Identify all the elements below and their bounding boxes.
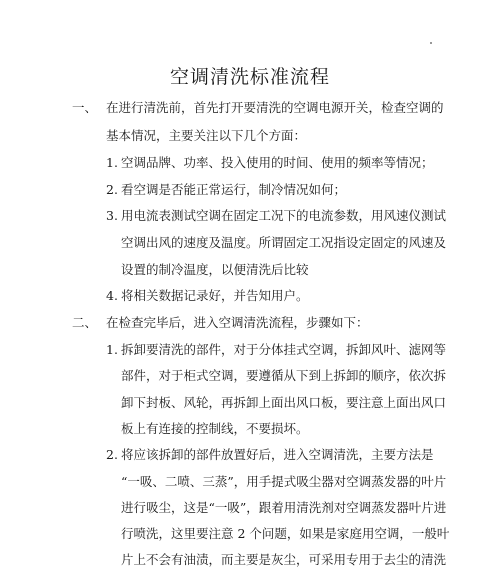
item-number: 1. — [106, 342, 118, 357]
item-number: 4. — [106, 288, 118, 303]
list-item-line: 将应该拆卸的部件放置好后，进入空调清洗，主要方法是 — [121, 447, 434, 462]
item-number: 3. — [106, 208, 118, 223]
list-item-line: 将相关数据记录好，并告知用户。 — [121, 288, 309, 303]
list-item-line: 看空调是否能正常运行，制冷情况如何； — [121, 182, 347, 197]
list-item-line: 拆卸要清洗的部件，对于分体挂式空调，拆卸风叶、滤网等 — [121, 342, 447, 357]
item-number: 2. — [106, 182, 118, 197]
section-1-line: 在进行清洗前，首先打开要清洗的空调电源开关，检查空调的 — [106, 100, 444, 115]
list-item-line: 空调品牌、功率、投入使用的时间、使用的频率等情况； — [121, 155, 434, 170]
page-mark — [430, 42, 432, 44]
list-item-line: 进行吸尘，这是“一吸”，跟着用清洗剂对空调蒸发器叶片进 — [121, 500, 447, 515]
item-number: 2. — [106, 447, 118, 462]
list-item-line: 片上不会有油渍，而主要是灰尘，可采用专用于去尘的清洗 — [121, 552, 447, 567]
list-item-line: 卸下封板、风轮，再拆卸上面出风口板，要注意上面出风口 — [121, 395, 447, 410]
list-item-line: 用电流表测试空调在固定工况下的电流参数，用风速仪测试 — [121, 208, 447, 223]
list-item-line: 空调出风的速度及温度。所谓固定工况指设定固定的风速及 — [121, 235, 447, 250]
list-item-line: 板上有连接的控制线，不要损坏。 — [121, 421, 309, 436]
list-item-line: 设置的制冷温度，以便清洗后比较 — [121, 262, 309, 277]
list-item-line: 部件，对于柜式空调，要遵循从下到上拆卸的顺序，依次拆 — [121, 368, 447, 383]
section-2-line: 在检查完毕后，进入空调清洗流程，步骤如下： — [106, 315, 369, 330]
section-1-marker: 一、 — [72, 100, 98, 115]
document-title: 空调清洗标准流程 — [169, 66, 330, 88]
item-number: 1. — [106, 155, 118, 170]
list-item-line: “一吸、二喷、三蒸”，用手提式吸尘器对空调蒸发器的叶片 — [121, 474, 447, 489]
section-2-marker: 二、 — [72, 315, 98, 330]
section-1-line: 基本情况，主要关注以下几个方面： — [106, 128, 307, 143]
list-item-line: 行喷洗，这里要注意 2 个问题，如果是家庭用空调，一般叶 — [121, 526, 450, 541]
